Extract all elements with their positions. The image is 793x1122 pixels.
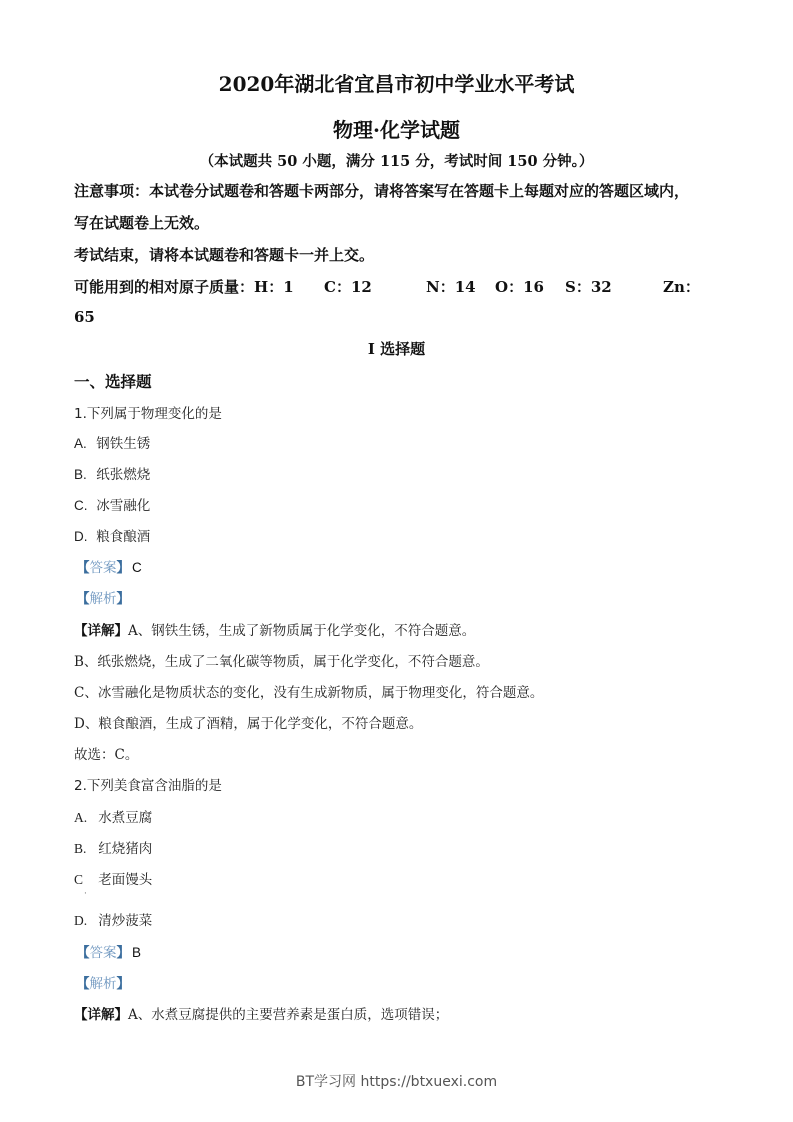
- option-label: D.: [74, 913, 88, 928]
- analysis-tag: 解析: [89, 976, 117, 992]
- answer-tag: 答案: [89, 945, 117, 961]
- q2-option-a: [74, 806, 152, 826]
- option-text: 纸张燃烧: [96, 467, 151, 483]
- option-text: 粮食酿酒: [96, 529, 151, 545]
- detail-text: A、钢铁生锈，生成了新物质属于化学变化，不符合题意。: [128, 623, 476, 639]
- bracket-close: 】: [116, 976, 130, 992]
- detail-tag: 【详解】: [74, 1007, 128, 1023]
- atomic-masses: [74, 276, 724, 297]
- q1-detail-1: [74, 619, 475, 639]
- q1-detail-3: C、冰雪融化是物质状态的变化，没有生成新物质，属于物理变化，符合题意。: [74, 685, 544, 701]
- option-text: 老面馒头: [98, 872, 153, 888]
- section-heading: 一、选择题: [74, 372, 152, 391]
- option-label: A.: [74, 436, 87, 451]
- option-text: 红烧猪肉: [98, 841, 153, 857]
- question-text: 2.下列美食富含油脂的是: [74, 778, 222, 794]
- option-label: D.: [74, 529, 88, 544]
- q1-analysis-tag: [76, 587, 130, 607]
- answer-tag: 答案: [89, 560, 117, 576]
- q2-option-c: [74, 868, 152, 888]
- q1-conclusion: 故选：C。: [74, 747, 139, 763]
- footer-watermark: BT学习网 https://btxuexi.com: [295, 1074, 498, 1090]
- atomic-masses-label: 可能用到的相对原子质量：: [74, 278, 255, 296]
- mass-c: C：12: [324, 278, 372, 296]
- option-text: 钢铁生锈: [96, 436, 151, 452]
- answer-value: C: [132, 560, 142, 575]
- option-text: 冰雪融化: [96, 498, 151, 514]
- analysis-tag: 解析: [89, 591, 117, 607]
- q1-option-b: [74, 463, 150, 483]
- option-label: A.: [74, 810, 88, 825]
- option-text: 清炒菠菜: [98, 913, 153, 929]
- option-text: 水煮豆腐: [98, 810, 153, 826]
- notes-line-1: 注意事项：本试卷分试题卷和答题卡两部分，请将答案写在答题卡上每题对应的答题区域内，: [74, 182, 690, 200]
- bracket-close: 】: [116, 560, 130, 576]
- notes-line-2: 写在试题卷上无效。: [74, 214, 210, 232]
- question-2-stem: [74, 774, 222, 794]
- exam-info: （本试题共 50 小题，满分 115 分，考试时间 150 分钟。）: [199, 153, 594, 170]
- bracket-open: 【: [76, 976, 90, 992]
- q1-answer: [76, 556, 142, 576]
- answer-value: B: [132, 945, 142, 960]
- option-label: C: [74, 872, 84, 887]
- part-title: I 选择题: [367, 340, 426, 358]
- q2-option-b: [74, 837, 152, 857]
- bracket-close: 】: [116, 945, 130, 961]
- q2-option-d: [74, 909, 152, 929]
- q1-option-c: [74, 494, 150, 514]
- q1-detail-2: B、纸张燃烧，生成了二氧化碳等物质，属于化学变化，不符合题意。: [74, 654, 489, 670]
- detail-text: A、水煮豆腐提供的主要营养素是蛋白质，选项错误；: [128, 1007, 449, 1023]
- question-1-stem: [74, 402, 222, 422]
- q1-option-d: [74, 525, 150, 545]
- q1-option-a: [74, 432, 150, 452]
- detail-tag: 【详解】: [74, 623, 128, 639]
- option-label: C.: [74, 498, 88, 513]
- exam-subtitle: 物理·化学试题: [333, 118, 460, 142]
- notes-line-3: 考试结束，请将本试题卷和答题卡一并上交。: [74, 246, 375, 264]
- option-label: B.: [74, 841, 87, 856]
- question-text: 1.下列属于物理变化的是: [74, 406, 222, 422]
- option-label: B.: [74, 467, 87, 482]
- bracket-close: 】: [116, 591, 130, 607]
- bracket-open: 【: [76, 945, 90, 961]
- q2-detail-1: [74, 1003, 448, 1023]
- mass-zn-value: 65: [74, 308, 95, 326]
- mass-s: S：32: [565, 278, 612, 296]
- mass-o: O：16: [495, 278, 544, 296]
- q2-analysis-tag: [76, 972, 130, 992]
- q2-answer: [76, 941, 141, 961]
- mass-h: H：1: [254, 278, 294, 296]
- mass-zn: Zn：: [663, 278, 700, 296]
- exam-title: 2020年湖北省宜昌市初中学业水平考试: [218, 72, 575, 96]
- mass-n: N：14: [426, 278, 476, 296]
- stray-dot-mark: ·: [84, 889, 87, 899]
- q1-detail-4: D、粮食酿酒，生成了酒精，属于化学变化，不符合题意。: [74, 716, 423, 732]
- bracket-open: 【: [76, 560, 90, 576]
- bracket-open: 【: [76, 591, 90, 607]
